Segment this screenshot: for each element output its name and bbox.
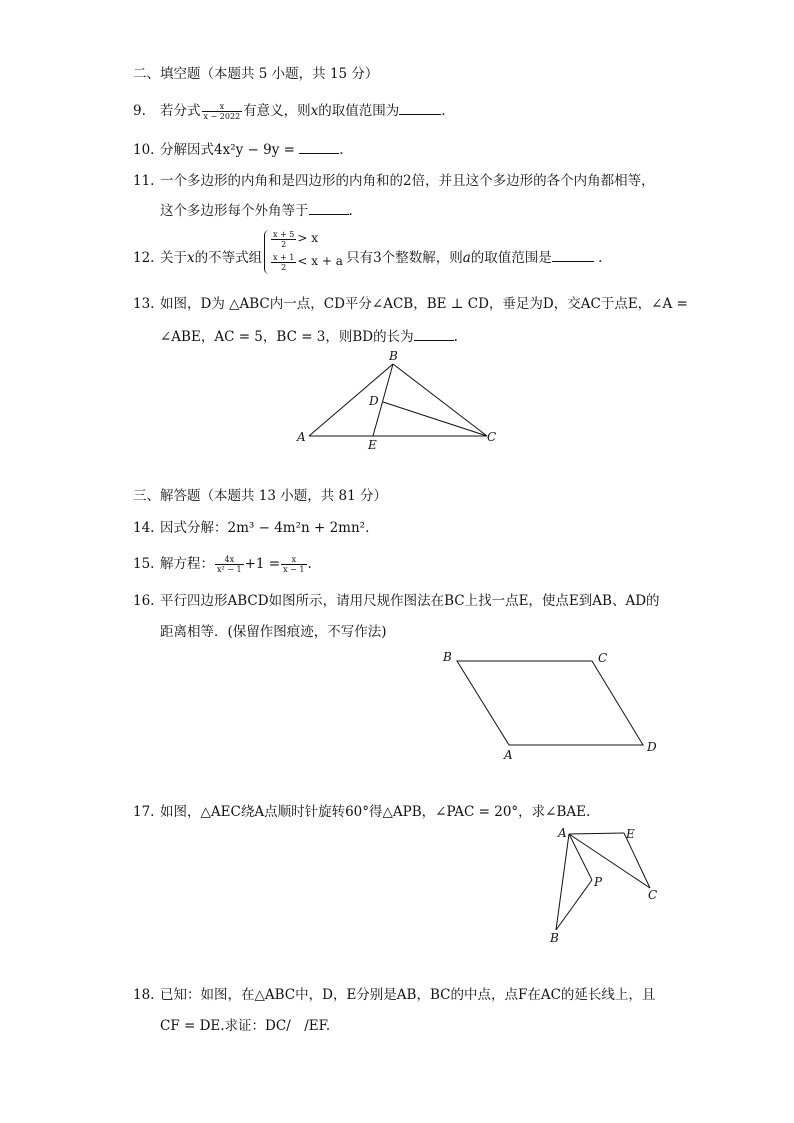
q12-text: 关于 — [160, 250, 187, 266]
question-number: 18. — [133, 987, 155, 1003]
q10-end: . — [339, 142, 344, 158]
q16-text: 平行四边形ABCD如图所示，请用尺规作图法在BC上找一点E，使点E到AB、AD的 — [160, 593, 660, 609]
q13-end: . — [453, 329, 458, 345]
q10-text: 分解因式4x²y − 9y = — [160, 142, 295, 158]
label-c: C — [487, 430, 497, 444]
q12-text: 的不等式组 — [194, 250, 263, 266]
inequality-rest: < x + a — [297, 254, 343, 268]
fraction-denominator: x − 2022 — [203, 112, 241, 121]
fraction-numerator: 4x — [215, 555, 244, 565]
fraction-denominator: 2 — [281, 240, 287, 249]
q12-var: a — [462, 250, 471, 266]
label-p: P — [594, 875, 603, 889]
inequality-rest: > x — [297, 231, 319, 245]
label-b: B — [443, 650, 452, 664]
label-b: B — [389, 349, 398, 363]
q12-var: x — [187, 250, 195, 266]
question-number: 9. — [133, 103, 146, 119]
label-b: B — [550, 931, 559, 945]
label-c: C — [598, 651, 608, 665]
question-18 — [133, 985, 655, 1005]
segment-ap — [569, 834, 592, 880]
label-c: C — [648, 888, 658, 902]
section2-title: 二、填空题（本题共 5 小题，共 15 分） — [133, 66, 379, 82]
q13-text: 如图，D为 △ABC内一点，CD平分∠ACB，BE ⊥ CD，垂足为D，交AC于点E，∠A = — [160, 296, 688, 312]
question-number: 15. — [133, 556, 155, 572]
section3-title: 三、解答题（本题共 13 小题，共 81 分） — [133, 488, 388, 504]
label-d: D — [369, 394, 379, 408]
question-number: 17. — [133, 804, 155, 820]
fraction-denominator: x² − 1 — [217, 565, 242, 574]
question-number: 13. — [133, 296, 155, 312]
fraction-numerator: x — [281, 555, 306, 565]
question-number: 12. — [133, 250, 155, 266]
q13-text: ∠ABE，AC = 5，BC = 3，则BD的长为 — [160, 329, 414, 345]
question-number: 10. — [133, 142, 155, 158]
label-a: A — [558, 826, 567, 840]
label-e: E — [368, 438, 377, 452]
q18-text: 已知：如图，在△ABC中，D，E分别是AB，BC的中点，点F在AC的延长线上，且 — [160, 987, 656, 1003]
question-number: 14. — [133, 520, 155, 536]
q9-var: x — [310, 103, 319, 119]
q12-text: 的取值范围是 — [470, 250, 552, 266]
q11-text: 这个多边形每个外角等于 — [160, 203, 309, 219]
segment-ae — [569, 833, 624, 834]
q11-end: . — [348, 203, 353, 219]
q9-end: . — [441, 103, 446, 119]
q14-text: 因式分解：2m³ − 4m²n + 2mn². — [160, 520, 370, 536]
question-18-line2: CF = DE.求证：DC/ /EF. — [160, 1018, 331, 1034]
label-a: A — [504, 748, 513, 762]
question-number: 11. — [133, 173, 155, 189]
q12-end: . — [598, 250, 603, 266]
q11-text: 一个多边形的内角和是四边形的内角和的2倍，并且这个多边形的各个内角都相等， — [160, 173, 655, 189]
fraction-numerator: x + 5 — [273, 230, 295, 239]
label-e: E — [626, 827, 635, 841]
segment-ab — [556, 834, 569, 930]
fraction-denominator: 2 — [281, 263, 287, 272]
fraction-numerator: x + 1 — [273, 253, 295, 262]
question-number: 16. — [133, 593, 155, 609]
label-d: D — [647, 740, 657, 754]
q12-text: 只有3个整数解，则 — [346, 250, 463, 266]
q17-text: 如图，△AEC绕A点顺时针旋转60°得△APB，∠PAC = 20°，求∠BAE. — [160, 804, 591, 820]
q9-text: 有意义，则 — [243, 103, 311, 119]
fraction-denominator: x − 1 — [283, 565, 305, 574]
q9-text: 的取值范围为 — [318, 103, 400, 119]
q15-text: +1 = — [244, 556, 281, 572]
question-16-line2: 距离相等．(保留作图痕迹，不写作法) — [160, 624, 387, 640]
segment-ac — [569, 834, 650, 888]
fraction-numerator: x — [202, 102, 243, 112]
q15-text: 解方程： — [160, 556, 214, 572]
label-a: A — [297, 430, 306, 444]
q15-end: . — [307, 556, 312, 572]
q9-text: 若分式 — [160, 103, 201, 119]
